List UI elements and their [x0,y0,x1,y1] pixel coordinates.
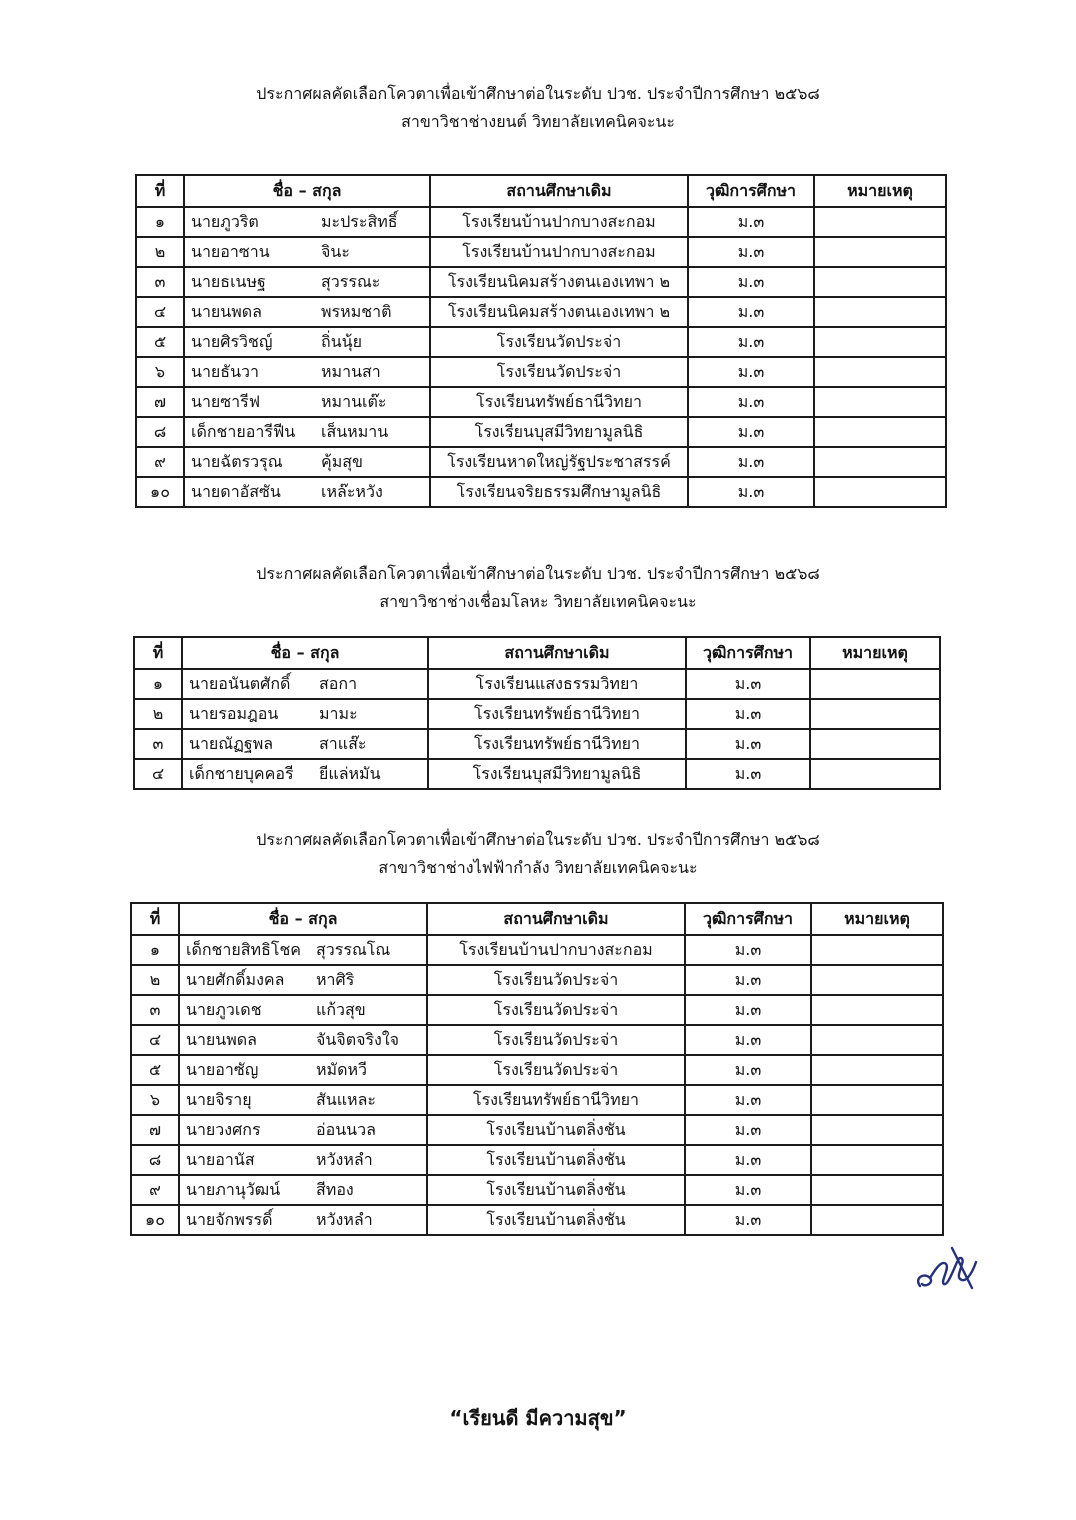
previous-school: โรงเรียนหาดใหญ่รัฐประชาสรรค์ [430,447,688,477]
education-level: ม.๓ [688,447,814,477]
section-electrical [0,826,1076,882]
previous-school: โรงเรียนทรัพย์ธานีวิทยา [427,1085,685,1115]
last-name: มะประสิทธิ์ [321,211,398,231]
results-table-electrical [130,902,944,1236]
first-name: นายอานัส [186,1149,255,1169]
education-level: ม.๓ [688,357,814,387]
student-name [179,1055,427,1085]
education-level: ม.๓ [686,729,810,759]
previous-school: โรงเรียนบ้านตลิ่งชัน [427,1115,685,1145]
row-number: ๖ [136,357,184,387]
first-name: นายศักดิ์มงคล [186,969,285,989]
remark [814,417,946,447]
row-number: ๑๐ [136,477,184,507]
last-name: จันจิตจริงใจ [316,1029,400,1049]
education-level: ม.๓ [685,1085,811,1115]
student-name [179,995,427,1025]
last-name: สีทอง [316,1179,354,1199]
first-name: เด็กชายอารีฟีน [191,421,296,441]
education-level: ม.๓ [688,207,814,237]
last-name: จินะ [321,241,350,261]
education-level: ม.๓ [685,1205,811,1235]
remark [814,477,946,507]
education-level: ม.๓ [685,1115,811,1145]
previous-school: โรงเรียนทรัพย์ธานีวิทยา [428,729,686,759]
previous-school: โรงเรียนแสงธรรมวิทยา [428,669,686,699]
first-name: นายภูวเดช [186,999,262,1019]
row-number: ๗ [131,1115,179,1145]
row-number: ๘ [131,1145,179,1175]
school-motto: “เรียนดี มีความสุข” [449,1406,627,1430]
education-level: ม.๓ [685,1055,811,1085]
last-name: พรหมชาติ [321,301,392,321]
announcement-title: ประกาศผลคัดเลือกโควตาเพื่อเข้าศึกษาต่อในระดับ ปวช. ประจำปีการศึกษา ๒๕๖๘ [256,564,820,583]
row-number: ๑ [131,935,179,965]
header-education: วุฒิการศึกษา [688,175,814,207]
education-level: ม.๓ [688,297,814,327]
header-school: สถานศึกษาเดิม [427,903,685,935]
remark [814,297,946,327]
last-name: หมัดหวี [316,1059,368,1079]
table-row [131,1145,943,1175]
student-name [184,267,430,297]
last-name: คุ้มสุข [321,451,363,471]
first-name: เด็กชายบุคคอรี [189,763,294,783]
last-name: แก้วสุข [316,999,366,1019]
last-name: หวังหลำ [316,1149,373,1169]
previous-school: โรงเรียนจริยธรรมศึกษามูลนิธิ [430,477,688,507]
student-name [179,1025,427,1055]
first-name: นายซารีฟ [191,391,261,411]
first-name: นายนพดล [186,1029,257,1049]
student-name [182,759,428,789]
table-row [136,447,946,477]
student-name [182,729,428,759]
first-name: เด็กชายสิทธิโชค [186,939,301,959]
first-name: นายจักพรรดิ์ [186,1209,273,1229]
student-name [179,965,427,995]
first-name: นายณัฏฐพล [189,733,274,753]
announcement-title: ประกาศผลคัดเลือกโควตาเพื่อเข้าศึกษาต่อในระดับ ปวช. ประจำปีการศึกษา ๒๕๖๘ [256,830,820,849]
row-number: ๑ [136,207,184,237]
table-row [131,1085,943,1115]
department-subtitle: สาขาวิชาช่างเชื่อมโลหะ วิทยาลัยเทคนิคจะนะ [379,592,697,611]
table-row [131,1175,943,1205]
header-name: ชื่อ – สกุล [179,903,427,935]
first-name: นายวงศกร [186,1119,261,1139]
table-row [134,699,940,729]
results-table-welding [133,636,941,790]
student-name [179,935,427,965]
remark [811,1055,943,1085]
section-automotive [0,80,1076,136]
table-row [136,267,946,297]
row-number: ๑ [134,669,182,699]
header-remark: หมายเหตุ [811,903,943,935]
last-name: สุวรรณะ [321,271,381,291]
student-name [184,297,430,327]
remark [814,267,946,297]
previous-school: โรงเรียนวัดประจ่า [427,1025,685,1055]
last-name: เส็นหมาน [321,421,389,441]
header-remark: หมายเหตุ [810,637,940,669]
first-name: นายธันวา [191,361,259,381]
remark [810,759,940,789]
row-number: ๓ [134,729,182,759]
remark [811,1145,943,1175]
row-number: ๘ [136,417,184,447]
remark [810,729,940,759]
first-name: นายศิรวิชญ์ [191,331,273,351]
table-row [131,1115,943,1145]
header-no: ที่ [131,903,179,935]
student-name [184,387,430,417]
results-table-automotive [135,174,947,508]
table-row [134,669,940,699]
header-name: ชื่อ – สกุล [184,175,430,207]
education-level: ม.๓ [688,267,814,297]
previous-school: โรงเรียนบ้านปากบางสะกอม [427,935,685,965]
previous-school: โรงเรียนนิคมสร้างตนเองเทพา ๒ [430,297,688,327]
student-name [179,1205,427,1235]
row-number: ๙ [131,1175,179,1205]
remark [814,207,946,237]
row-number: ๗ [136,387,184,417]
header-education: วุฒิการศึกษา [685,903,811,935]
row-number: ๓ [136,267,184,297]
header-no: ที่ [136,175,184,207]
table-header-row [136,175,946,207]
student-name [179,1085,427,1115]
student-name [184,447,430,477]
remark [810,669,940,699]
last-name: หมานสา [321,361,381,381]
section-heading [0,80,1076,136]
previous-school: โรงเรียนบุสมีวิทยามูลนิธิ [428,759,686,789]
education-level: ม.๓ [686,699,810,729]
student-name [184,237,430,267]
last-name: สาแส๊ะ [319,733,367,753]
row-number: ๓ [131,995,179,1025]
remark [814,357,946,387]
education-level: ม.๓ [688,417,814,447]
education-level: ม.๓ [686,759,810,789]
table-row [136,477,946,507]
table-row [136,327,946,357]
table-row [136,237,946,267]
first-name: นายภานุวัฒน์ [186,1179,281,1199]
first-name: นายอนันตศักดิ์ [189,673,291,693]
department-subtitle: สาขาวิชาช่างไฟฟ้ากำลัง วิทยาลัยเทคนิคจะนะ [378,858,698,877]
header-remark: หมายเหตุ [814,175,946,207]
handwritten-signature [912,1238,982,1298]
table-row [136,357,946,387]
first-name: นายฉัตรวรุณ [191,451,283,471]
header-school: สถานศึกษาเดิม [428,637,686,669]
remark [811,1205,943,1235]
remark [811,995,943,1025]
student-name [182,669,428,699]
remark [811,1175,943,1205]
header-education: วุฒิการศึกษา [686,637,810,669]
education-level: ม.๓ [685,995,811,1025]
education-level: ม.๓ [688,327,814,357]
education-level: ม.๓ [685,935,811,965]
education-level: ม.๓ [685,1145,811,1175]
remark [811,1085,943,1115]
last-name: สอกา [319,673,358,693]
table-row [131,965,943,995]
table-row [136,207,946,237]
remark [814,237,946,267]
previous-school: โรงเรียนวัดประจ่า [427,1055,685,1085]
table-row [131,935,943,965]
previous-school: โรงเรียนบุสมีวิทยามูลนิธิ [430,417,688,447]
section-welding [0,560,1076,616]
last-name: ถิ่นนุ้ย [321,331,362,351]
first-name: นายนพดล [191,301,262,321]
education-level: ม.๓ [685,1175,811,1205]
previous-school: โรงเรียนนิคมสร้างตนเองเทพา ๒ [430,267,688,297]
table-row [131,1205,943,1235]
row-number: ๖ [131,1085,179,1115]
remark [811,1115,943,1145]
student-name [179,1175,427,1205]
previous-school: โรงเรียนวัดประจ่า [430,357,688,387]
previous-school: โรงเรียนบ้านตลิ่งชัน [427,1205,685,1235]
row-number: ๙ [136,447,184,477]
student-name [179,1145,427,1175]
student-name [184,357,430,387]
header-school: สถานศึกษาเดิม [430,175,688,207]
remark [814,447,946,477]
remark [814,327,946,357]
row-number: ๔ [136,297,184,327]
table-row [134,759,940,789]
table-row [136,417,946,447]
previous-school: โรงเรียนวัดประจ่า [427,995,685,1025]
student-name [179,1115,427,1145]
announcement-title: ประกาศผลคัดเลือกโควตาเพื่อเข้าศึกษาต่อในระดับ ปวช. ประจำปีการศึกษา ๒๕๖๘ [256,84,820,103]
student-name [184,417,430,447]
table-row [134,729,940,759]
education-level: ม.๓ [688,237,814,267]
last-name: อ่อนนวล [316,1119,376,1139]
row-number: ๒ [134,699,182,729]
last-name: หาศิริ [316,969,355,989]
student-name [184,327,430,357]
education-level: ม.๓ [688,477,814,507]
table-row [131,1055,943,1085]
table-row [131,1025,943,1055]
previous-school: โรงเรียนบ้านตลิ่งชัน [427,1175,685,1205]
department-subtitle: สาขาวิชาช่างยนต์ วิทยาลัยเทคนิคจะนะ [401,112,675,131]
first-name: นายจิรายุ [186,1089,252,1109]
remark [814,387,946,417]
last-name: สันแหละ [316,1089,376,1109]
previous-school: โรงเรียนทรัพย์ธานีวิทยา [428,699,686,729]
row-number: ๕ [131,1055,179,1085]
previous-school: โรงเรียนทรัพย์ธานีวิทยา [430,387,688,417]
row-number: ๒ [136,237,184,267]
row-number: ๒ [131,965,179,995]
row-number: ๑๐ [131,1205,179,1235]
table-header-row [131,903,943,935]
previous-school: โรงเรียนวัดประจ่า [427,965,685,995]
remark [811,965,943,995]
student-name [184,207,430,237]
first-name: นายดาอัสซัน [191,481,281,501]
header-name: ชื่อ – สกุล [182,637,428,669]
education-level: ม.๓ [685,965,811,995]
first-name: นายอาซัญ [186,1059,259,1079]
last-name: มามะ [319,703,358,723]
last-name: หมานเต๊ะ [321,391,387,411]
previous-school: โรงเรียนบ้านปากบางสะกอม [430,207,688,237]
header-no: ที่ [134,637,182,669]
previous-school: โรงเรียนบ้านปากบางสะกอม [430,237,688,267]
last-name: สุวรรณโณ [316,939,391,959]
previous-school: โรงเรียนวัดประจ่า [430,327,688,357]
row-number: ๕ [136,327,184,357]
table-row [136,387,946,417]
section-heading [0,560,1076,616]
table-row [131,995,943,1025]
row-number: ๔ [131,1025,179,1055]
section-heading [0,826,1076,882]
last-name: เหล๊ะหวัง [321,481,383,501]
education-level: ม.๓ [685,1025,811,1055]
remark [811,1025,943,1055]
first-name: นายธเนษฐ [191,271,266,291]
remark [811,935,943,965]
first-name: นายรอมฎอน [189,703,279,723]
education-level: ม.๓ [686,669,810,699]
table-header-row [134,637,940,669]
remark [810,699,940,729]
row-number: ๔ [134,759,182,789]
student-name [184,477,430,507]
last-name: ยีแล่หมัน [319,763,381,783]
student-name [182,699,428,729]
education-level: ม.๓ [688,387,814,417]
first-name: นายภูวริต [191,211,259,231]
table-row [136,297,946,327]
last-name: หวังหลำ [316,1209,373,1229]
previous-school: โรงเรียนบ้านตลิ่งชัน [427,1145,685,1175]
first-name: นายอาซาน [191,241,270,261]
